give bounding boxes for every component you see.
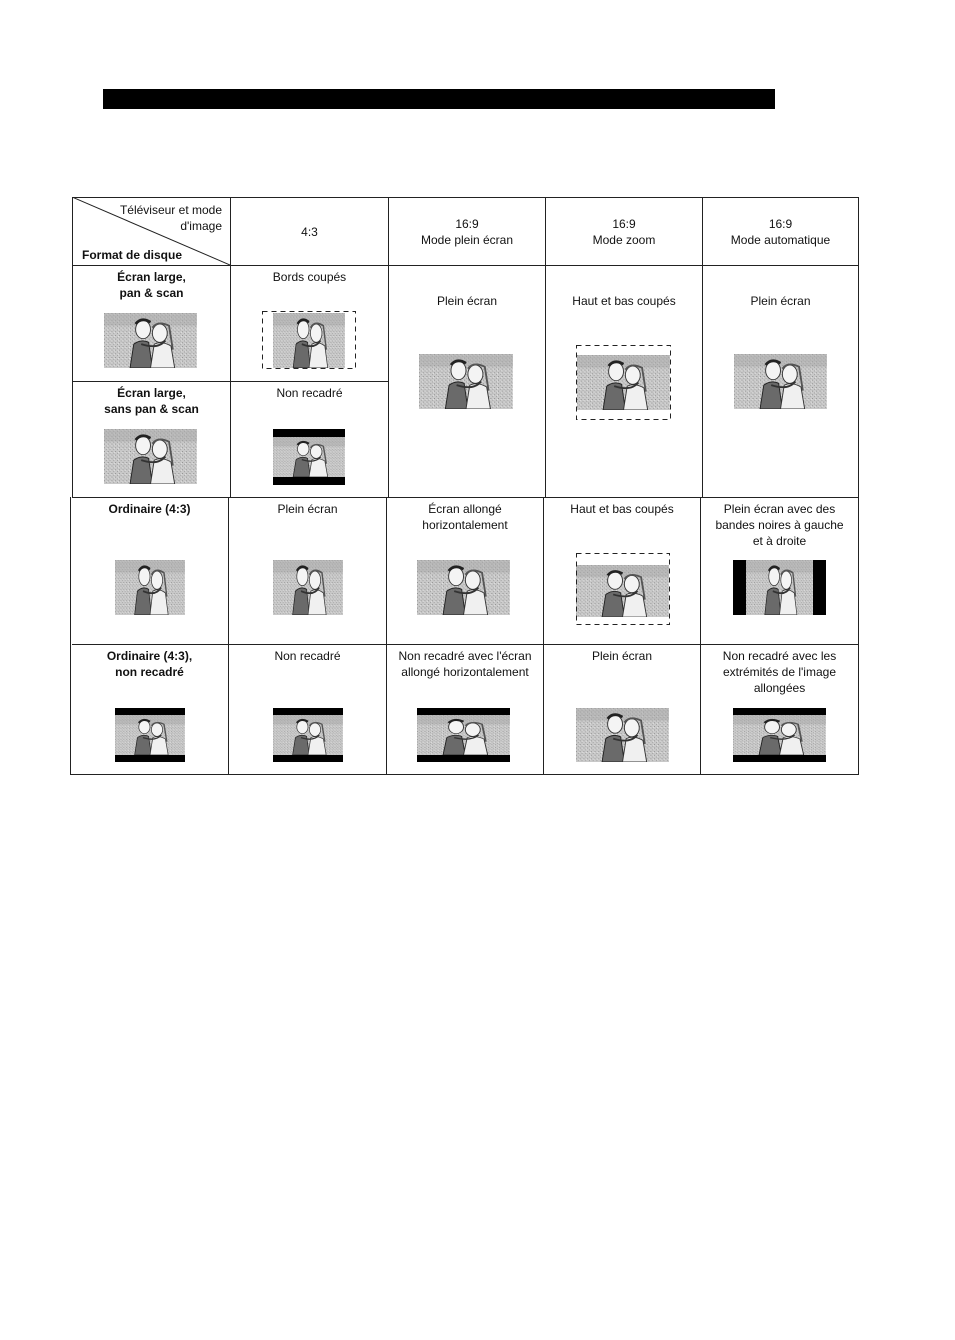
thumbnail-image [419,354,513,409]
thumbnail-image [104,313,197,368]
row-label: Écran large, pan & scan [117,270,186,300]
cell-caption: Plein écran [436,294,498,308]
table-row-divider [72,644,859,645]
crop-outline [576,553,670,625]
cell-caption: Haut et bas coupés [570,502,674,516]
corner-header-tv-mode: Téléviseur et mode d'image [119,203,222,233]
cell-caption: Non recadré [274,649,341,663]
cell-caption: Plein écran [750,294,811,308]
table-border-right [858,197,859,775]
thumbnail-image [734,354,827,409]
row-label: Ordinaire (4:3), non recadré [106,649,193,679]
thumbnail-image-letterboxed [115,708,185,762]
cell-caption: Écran allongé horizontalement [422,502,508,532]
crop-outline [262,311,356,369]
row-label: Ordinaire (4:3) [108,502,191,516]
table-border-left [70,497,71,775]
thumbnail-image [273,560,343,615]
cell-caption: Bords coupés [272,270,347,284]
cell-caption: Non recadré avec l'écran allongé horizontalement [398,649,532,679]
thumbnail-image [576,708,669,762]
table-col-divider [230,197,231,497]
thumbnail-image-letterboxed [273,429,345,485]
table-col-divider [386,497,387,775]
row-label: Écran large, sans pan & scan [104,386,199,416]
thumbnail-image-pillarboxed [733,560,826,615]
thumbnail-image [115,560,185,615]
table-row-divider [72,497,859,498]
column-header: 16:9 Mode zoom [592,217,656,247]
table-col-divider [228,497,229,775]
thumbnail-image-letterboxed [417,708,510,762]
corner-header-disc-format: Format de disque [82,248,183,262]
table-header-divider [72,265,859,266]
cell-caption: Non recadré avec les extrémités de l'image allongées [722,649,837,695]
thumbnail-image-stretched [417,560,510,615]
cell-caption: Plein écran [277,502,338,516]
thumbnail-image [104,429,197,484]
table-border-bottom [70,774,859,775]
column-header: 4:3 [301,225,318,239]
cell-caption: Non recadré [276,386,343,400]
table-col-divider [543,497,544,775]
column-header: 16:9 Mode plein écran [420,217,514,247]
cell-caption: Haut et bas coupés [572,294,676,308]
crop-outline [576,345,671,420]
thumbnail-image-letterboxed [273,708,343,762]
column-header: 16:9 Mode automatique [730,217,831,247]
cell-caption: Plein écran avec des bandes noires à gauche et à droite [715,502,844,548]
thumbnail-image-letterboxed [733,708,826,762]
cell-caption: Plein écran [591,649,653,663]
